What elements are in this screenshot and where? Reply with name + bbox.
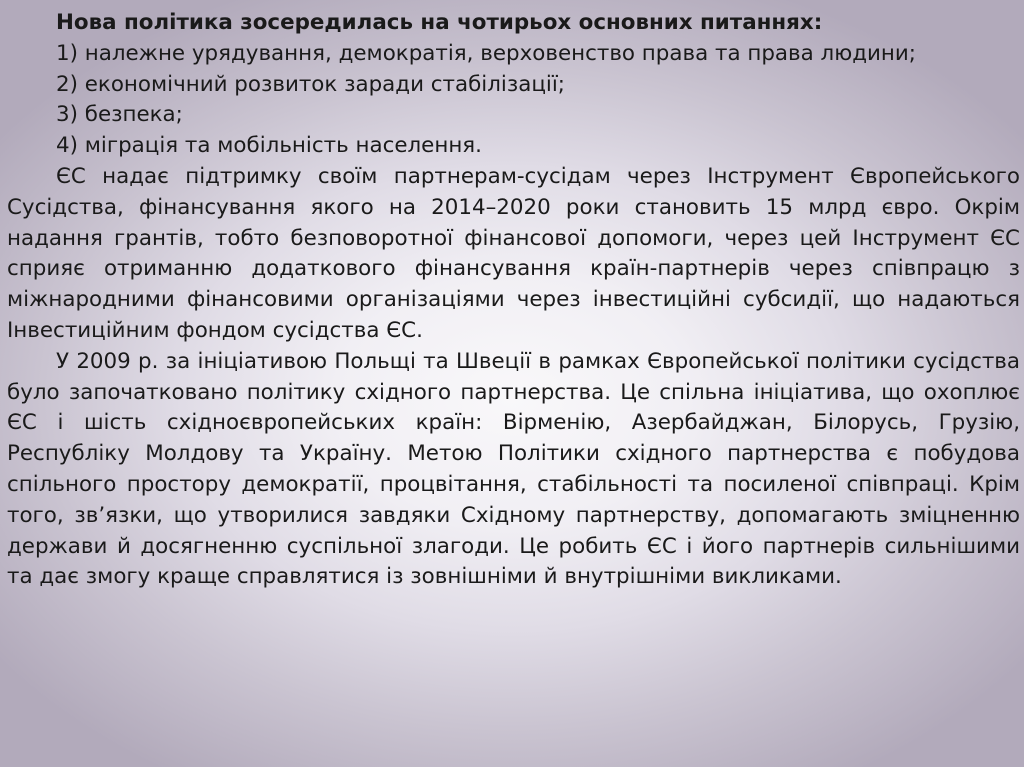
list-item-4: 4) міграція та мобільність населення. <box>56 133 482 159</box>
list-item-3: 3) безпека; <box>56 102 183 128</box>
paragraph-eu-support: ЄС надає підтримку своїм партнерам-сусідам через Інструмент Європейського Сусідства, фінансування якого на 2014–2020 роки становить 15 млрд євро. Окрім надання грантів, тобто безповоротної фінансової допомоги, через цей Інструмент ЄС сприяє отриманню додаткового фінансування країн-партнерів через співпрацю з міжнародними фінансовими організаціями через інвестиційні субсидії, що надаються Інвестиційним фондом сусідства ЄС. <box>7 163 1020 343</box>
list-item-2: 2) економічний розвиток заради стабілізації; <box>56 71 565 97</box>
heading: Нова політика зосередилась на чотирьох основних питаннях: <box>56 10 823 35</box>
paragraph-eastern-partnership: У 2009 р. за ініціативою Польщі та Швеції в рамках Європейської політики сусідства було започатковано політику східного партнерства. Це спільна ініціатива, що охоплює ЄС і шість східноєвропейських країн: Вірменію, Азербайджан, Білорусь, Грузію, Республіку Молдову та Україну. Метою Політики східного партнерства є побудова спільного простору демократії, процвітання, стабільності та посиленої співпраці. Крім того, зв’язки, що утворилися завдяки Східному партнерству, допомагають зміцненню держави й досягненню суспільної злагоди. Це робить ЄС і його партнерів сильнішими та дає змогу краще справлятися із зовнішніми й внутрішніми викликами. <box>7 348 1020 590</box>
text-block <box>7 8 1020 593</box>
list-item-1: 1) належне урядування, демократія, верховенство права та права людини; <box>56 40 917 66</box>
